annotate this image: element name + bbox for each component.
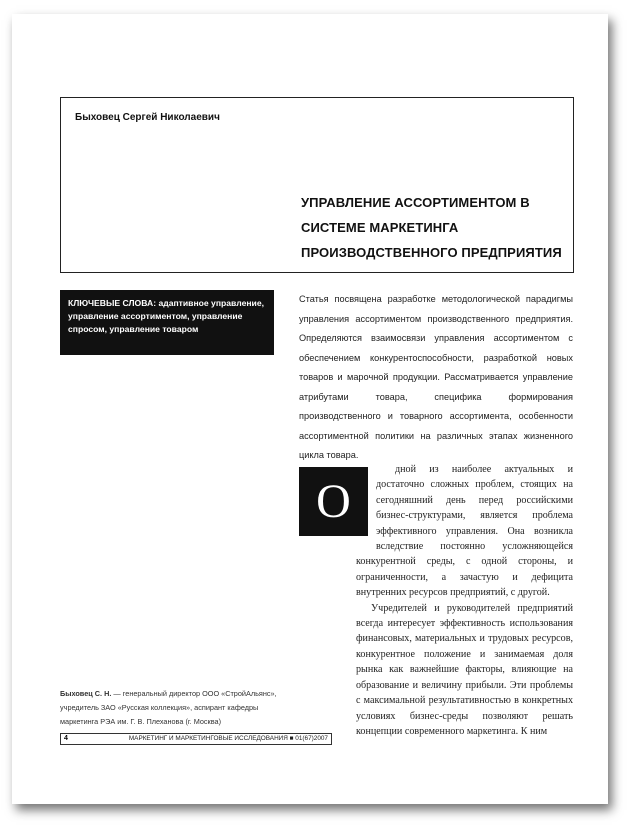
- article-body: [356, 462, 573, 739]
- title-line: УПРАВЛЕНИЕ АССОРТИМЕНТОМ В: [301, 195, 530, 210]
- drop-cap: О: [299, 467, 368, 536]
- abstract: Статья посвящена разработке методологической парадигмы управления ассортиментом производственного предприятия. Определяются взаимосвязи управления ассортиментом с обеспечением конкурентоспособности, разработкой новых товаров и марочной продукции. Рассматривается управление атрибутами товара, специфика формирования производственного и товарного ассортимента, особенности ассортиментной политики на различных этапах жизненного цикла товара.: [299, 294, 573, 460]
- author-name: Быховец Сергей Николаевич: [75, 112, 220, 123]
- footnote-text: — генеральный директор ООО «СтройАльянс», учредитель ЗАО «Русская коллекция», аспирант кафедры маркетинга РЭА им. Г. В. Плеханова (г. Москва): [60, 689, 277, 726]
- footnote-author: Быховец С. Н.: [60, 689, 112, 698]
- author-footnote: [60, 687, 290, 729]
- body-paragraph: дной из наиболее актуальных и достаточно сложных проблем, стоящих на сегодняшний день перед российскими бизнес-структурами, является проблема эффективного управления. Она возникла вследствие постоянно усложняющейся конкурентной среды, с одной стороны, и ограниченности, а зачастую и дефицита внутренних ресурсов предприятий, с другой.: [356, 464, 573, 599]
- title-line: СИСТЕМЕ МАРКЕТИНГА: [301, 220, 459, 235]
- journal-page: [12, 14, 608, 804]
- page-number: 4: [64, 735, 68, 742]
- journal-name: МАРКЕТИНГ И МАРКЕТИНГОВЫЕ ИССЛЕДОВАНИЯ ■ 01(67)2007: [128, 735, 328, 742]
- body-paragraph: Учредителей и руководителей предприятий всегда интересует эффективность использования финансовых, материальных и трудовых ресурсов, конкурентное положение и занимаемая доля рынка как важнейшие факторы, влияющие на образование и величину прибыли. Эти проблемы с максимальной результативностью в конкретных условиях бизнес-среды позволяют решать концепции современного маркетинга. К ним: [356, 602, 573, 737]
- article-header: [60, 97, 574, 273]
- page-footer: [60, 733, 332, 745]
- keywords-box: КЛЮЧЕВЫЕ СЛОВА: адаптивное управление, управление ассортиментом, управление спросом, управление товаром: [60, 290, 274, 355]
- title-line: ПРОИЗВОДСТВЕННОГО ПРЕДПРИЯТИЯ: [301, 245, 562, 260]
- article-title: [301, 190, 566, 265]
